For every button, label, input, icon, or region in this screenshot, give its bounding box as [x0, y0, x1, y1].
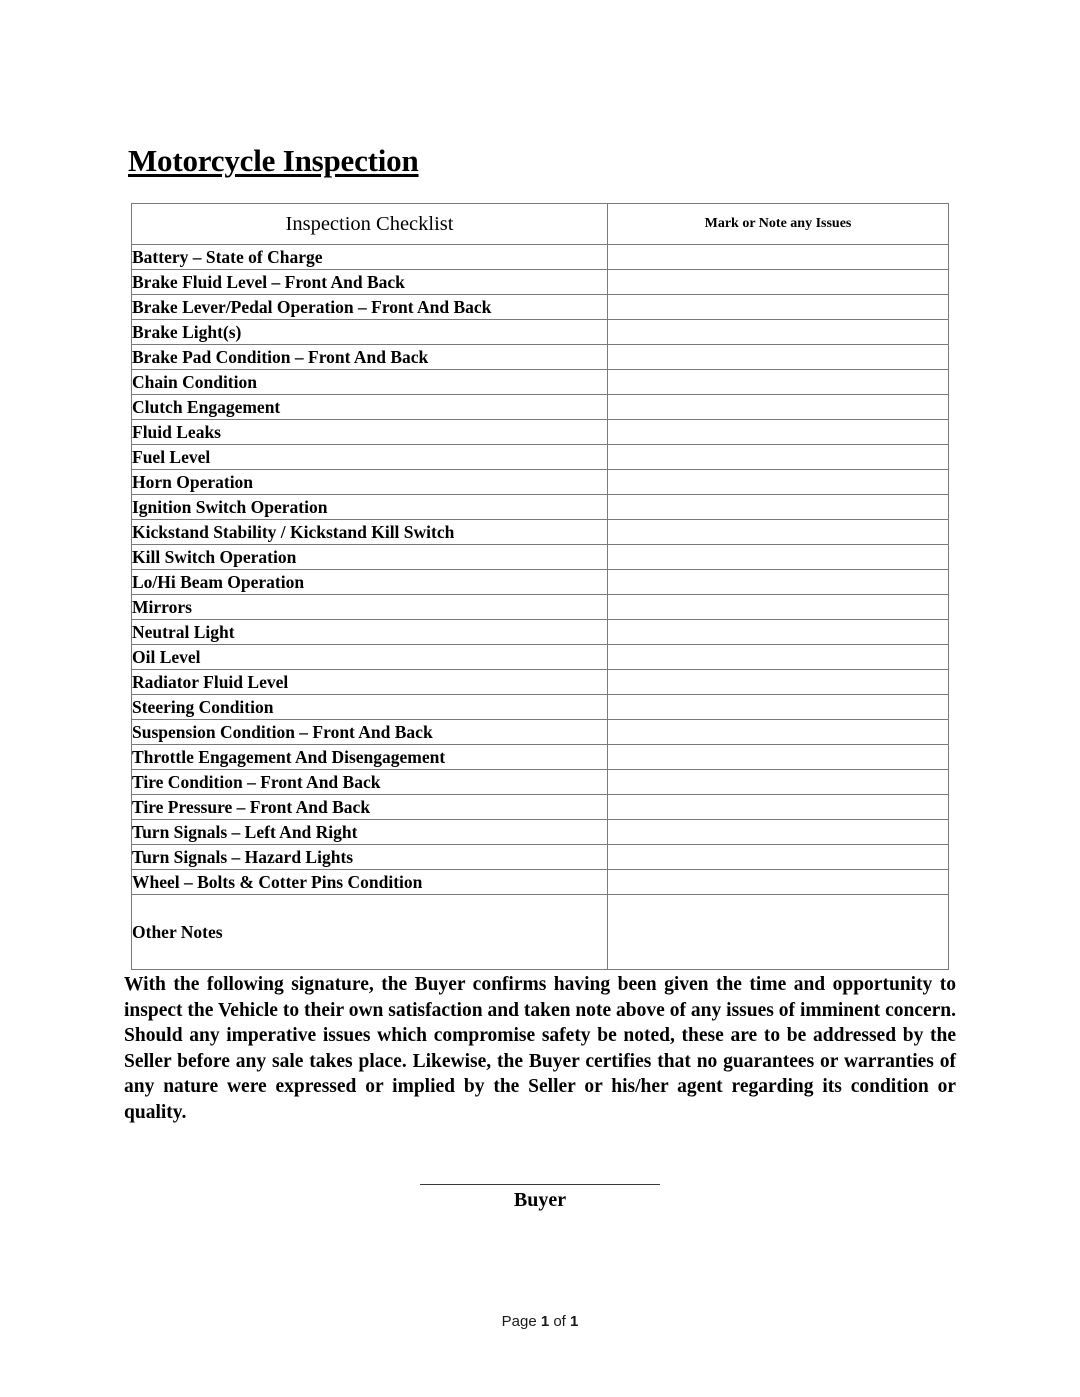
checklist-item-note-cell[interactable]	[608, 520, 949, 545]
checklist-item-label: Brake Lever/Pedal Operation – Front And Back	[132, 295, 608, 320]
table-row	[132, 795, 949, 820]
table-row	[132, 270, 949, 295]
table-row	[132, 845, 949, 870]
checklist-item-label: Kill Switch Operation	[132, 545, 608, 570]
table-row	[132, 770, 949, 795]
checklist-item-label: Brake Light(s)	[132, 320, 608, 345]
table-row	[132, 320, 949, 345]
checklist-item-note-cell[interactable]	[608, 795, 949, 820]
table-row	[132, 870, 949, 895]
footer-prefix: Page	[501, 1313, 541, 1330]
checklist-item-note-cell[interactable]	[608, 270, 949, 295]
checklist-item-label: Radiator Fluid Level	[132, 670, 608, 695]
table-row	[132, 520, 949, 545]
checklist-item-note-cell[interactable]	[608, 620, 949, 645]
checklist-item-note-cell[interactable]	[608, 695, 949, 720]
checklist-rows	[132, 245, 949, 895]
table-row	[132, 470, 949, 495]
table-body	[132, 204, 949, 245]
checklist-item-label: Oil Level	[132, 645, 608, 670]
table-row	[132, 595, 949, 620]
checklist-item-note-cell[interactable]	[608, 770, 949, 795]
checklist-item-label: Tire Pressure – Front And Back	[132, 795, 608, 820]
checklist-item-note-cell[interactable]	[608, 420, 949, 445]
table-row-other-notes	[132, 895, 949, 970]
table-row	[132, 720, 949, 745]
table-row	[132, 345, 949, 370]
checklist-item-label: Turn Signals – Hazard Lights	[132, 845, 608, 870]
table-row	[132, 820, 949, 845]
checklist-item-label: Clutch Engagement	[132, 395, 608, 420]
table-row	[132, 670, 949, 695]
table-row	[132, 545, 949, 570]
checklist-item-label: Fluid Leaks	[132, 420, 608, 445]
column-header-inspection-checklist: Inspection Checklist	[132, 204, 608, 245]
footer-middle: of	[549, 1313, 571, 1330]
checklist-item-note-cell[interactable]	[608, 495, 949, 520]
checklist-item-note-cell[interactable]	[608, 745, 949, 770]
checklist-item-label: Fuel Level	[132, 445, 608, 470]
table-row	[132, 395, 949, 420]
checklist-item-note-cell[interactable]	[608, 645, 949, 670]
checklist-item-note-cell[interactable]	[608, 820, 949, 845]
table-row	[132, 420, 949, 445]
checklist-item-note-cell[interactable]	[608, 845, 949, 870]
checklist-item-label: Horn Operation	[132, 470, 608, 495]
table-header-row	[132, 204, 949, 245]
page-footer	[0, 1313, 1080, 1330]
table-row	[132, 295, 949, 320]
checklist-item-label: Battery – State of Charge	[132, 245, 608, 270]
checklist-item-note-cell[interactable]	[608, 670, 949, 695]
checklist-item-note-cell[interactable]	[608, 345, 949, 370]
signature-line[interactable]	[420, 1184, 660, 1185]
checklist-item-label: Throttle Engagement And Disengagement	[132, 745, 608, 770]
checklist-item-label: Brake Fluid Level – Front And Back	[132, 270, 608, 295]
checklist-item-label: Mirrors	[132, 595, 608, 620]
footer-current-page: 1	[540, 1313, 550, 1330]
table-row	[132, 620, 949, 645]
checklist-item-note-cell[interactable]	[608, 470, 949, 495]
checklist-item-label: Wheel – Bolts & Cotter Pins Condition	[132, 870, 608, 895]
signature-label-buyer: Buyer	[513, 1189, 567, 1211]
checklist-item-label: Chain Condition	[132, 370, 608, 395]
checklist-item-note-cell[interactable]	[608, 545, 949, 570]
table-row	[132, 645, 949, 670]
column-header-mark-or-note-any-issues: Mark or Note any Issues	[608, 204, 949, 245]
other-notes-section	[132, 895, 949, 970]
checklist-item-label: Brake Pad Condition – Front And Back	[132, 345, 608, 370]
checklist-item-label: Steering Condition	[132, 695, 608, 720]
table-row	[132, 495, 949, 520]
checklist-item-note-cell[interactable]	[608, 295, 949, 320]
checklist-item-label: Lo/Hi Beam Operation	[132, 570, 608, 595]
table-row	[132, 370, 949, 395]
other-notes-label: Other Notes	[132, 895, 608, 970]
checklist-item-note-cell[interactable]	[608, 870, 949, 895]
checklist-item-note-cell[interactable]	[608, 245, 949, 270]
checklist-item-label: Tire Condition – Front And Back	[132, 770, 608, 795]
checklist-item-note-cell[interactable]	[608, 320, 949, 345]
checklist-item-label: Neutral Light	[132, 620, 608, 645]
checklist-item-note-cell[interactable]	[608, 720, 949, 745]
table-row	[132, 695, 949, 720]
footer-total-pages: 1	[570, 1313, 579, 1330]
checklist-item-note-cell[interactable]	[608, 595, 949, 620]
table-row	[132, 745, 949, 770]
page-title: Motorcycle Inspection	[128, 143, 419, 178]
checklist-item-note-cell[interactable]	[608, 570, 949, 595]
checklist-item-label: Ignition Switch Operation	[132, 495, 608, 520]
table-row	[132, 245, 949, 270]
table-row	[132, 570, 949, 595]
other-notes-input-cell[interactable]	[608, 895, 949, 970]
checklist-item-note-cell[interactable]	[608, 395, 949, 420]
checklist-item-note-cell[interactable]	[608, 445, 949, 470]
checklist-item-note-cell[interactable]	[608, 370, 949, 395]
inspection-checklist-table	[131, 203, 949, 970]
table-row	[132, 445, 949, 470]
checklist-item-label: Suspension Condition – Front And Back	[132, 720, 608, 745]
checklist-item-label: Turn Signals – Left And Right	[132, 820, 608, 845]
buyer-statement-paragraph: With the following signature, the Buyer confirms having been given the time and opportunity to inspect the Vehicle to their own satisfaction and taken note above of any issues of imminent concern. Should any imperative issues which compromise safety be noted, these are to be addressed by the Seller before any sale takes place. Likewise, the Buyer certifies that no guarantees or warranties of any nature were expressed or implied by the Seller or his/her agent regarding its condition or quality.	[124, 974, 956, 1123]
checklist-item-label: Kickstand Stability / Kickstand Kill Switch	[132, 520, 608, 545]
